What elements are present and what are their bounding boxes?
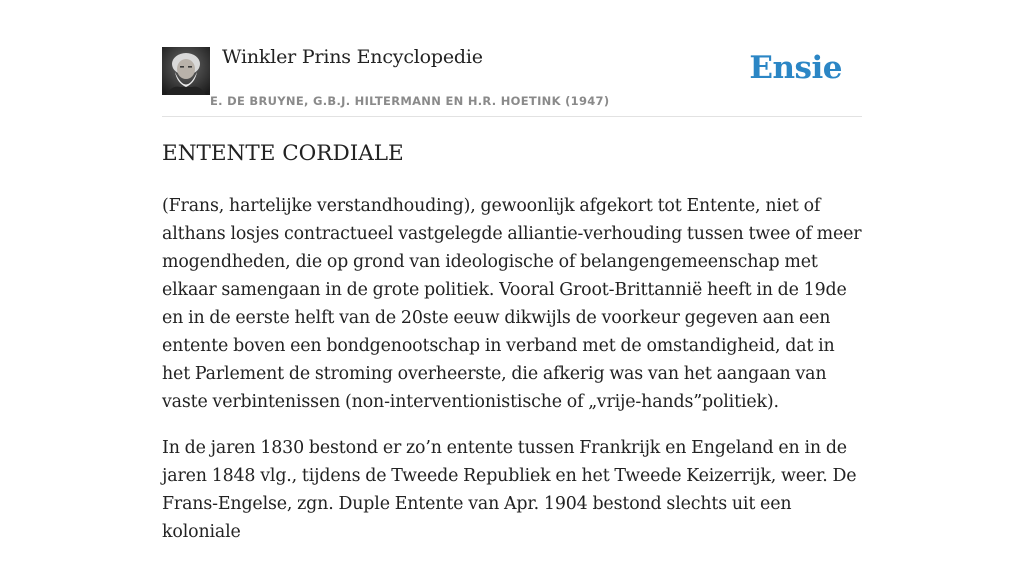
article-paragraph: (Frans, hartelijke verstandhouding), gewoonlijk afgekort tot Entente, niet of althans losjes contractueel vastgelegde alliantie-verhouding tussen twee of meer mogendheden, die op grond van ideologische of belangengemeenschap met elkaar samengaan in de grote politiek. Vooral Groot-Brittannië heeft in de 19de en in de eerste helft van de 20ste eeuw dikwijls de voorkeur gegeven aan een entente boven een bondgenootschap in verband met de omstandigheid, dat in het Parlement de stroming overheerste, die afkerig was van het aangaan van vaste verbintenissen (non-interventionistische of „vrije-hands”politiek). xyxy=(162,196,862,412)
ensie-logo[interactable]: Ensie xyxy=(749,50,842,86)
site-header xyxy=(162,42,862,117)
article-body xyxy=(162,192,862,564)
site-title[interactable]: Winkler Prins Encyclopedie xyxy=(222,46,483,68)
article-title: ENTENTE CORDIALE xyxy=(162,141,404,166)
article-paragraph: In de jaren 1830 bestond er zo’n entente tussen Frankrijk en Engeland en in de jaren 1848 vlg., tijdens de Tweede Republiek en het Tweede Keizerrijk, weer. De Frans-Engelse, zgn. Duple Entente van Apr. 1904 bestond slechts uit een koloniale xyxy=(162,438,857,542)
author-portrait-avatar[interactable] xyxy=(162,47,210,95)
authors-credit: E. DE BRUYNE, G.B.J. HILTERMANN EN H.R. HOETINK (1947) xyxy=(210,94,610,108)
portrait-photo-icon xyxy=(162,47,210,95)
